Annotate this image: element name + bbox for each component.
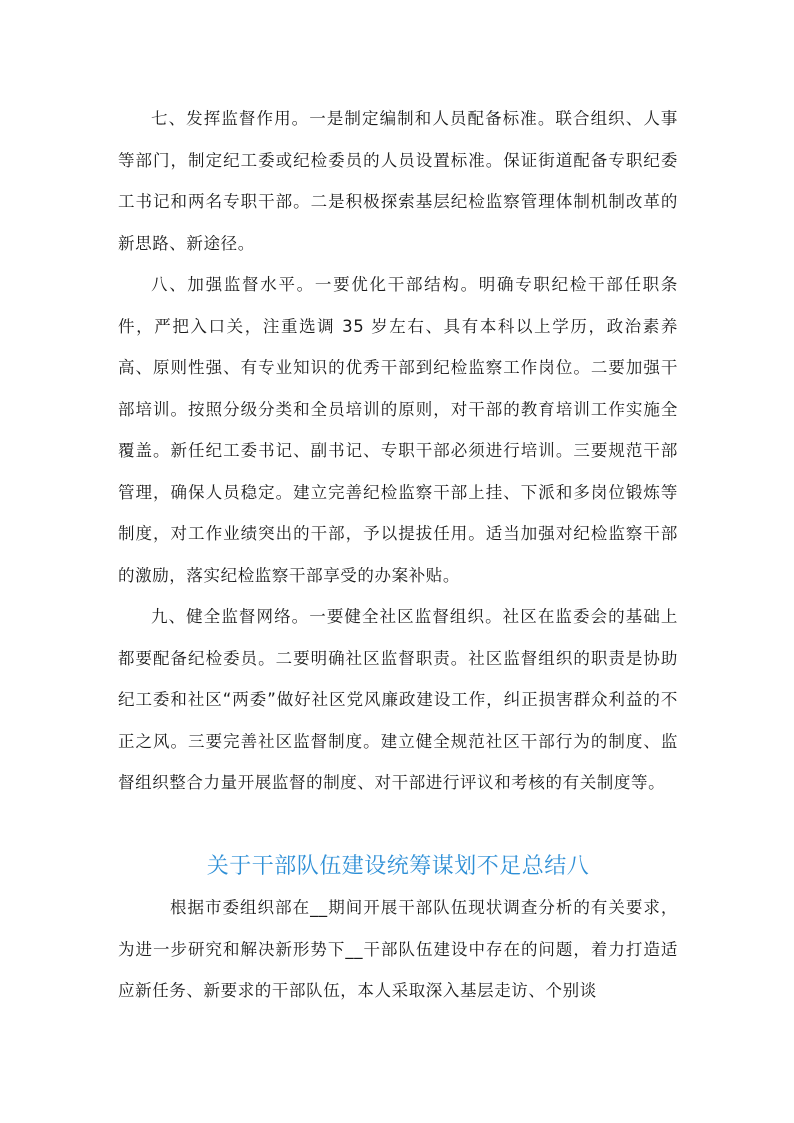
closing-paragraph: 根据市委组织部在__期间开展干部队伍现状调查分析的有关要求，为进一步研究和解决新形势下__干部队伍建设中存在的问题，着力打造适应新任务、新要求的干部队伍，本人采取深入基层走访、个别谈	[118, 898, 678, 1000]
section-title: 关于干部队伍建设统筹谋划不足总结八	[206, 854, 590, 879]
paragraph-nine: 九、健全监督网络。一要健全社区监督组织。社区在监委会的基础上都要配备纪检委员。二要明确社区监督职责。社区监督组织的职责是协助纪工委和社区“两委”做好社区党风廉政建设工作，纠正损害群众利益的不正之风。三要完善社区监督制度。建立健全规范社区干部行为的制度、监督组织整合力量开展监督的制度、对干部进行评议和考核的有关制度等。	[118, 607, 678, 792]
paragraph-eight: 八、加强监督水平。一要优化干部结构。明确专职纪检干部任职条件，严把入口关，注重选调 35 岁左右、具有本科以上学历，政治素养高、原则性强、有专业知识的优秀干部到纪检监察工作岗位。二要加强干部培训。按照分级分类和全员培训的原则，对干部的教育培训工作实施全覆盖。新任纪工委书记、副书记、专职干部必须进行培训。三要规范干部管理，确保人员稳定。建立完善纪检监察干部上挂、下派和多岗位锻炼等制度，对工作业绩突出的干部，予以提拔任用。适当加强对纪检监察干部的激励，落实纪检监察干部享受的办案补贴。	[118, 275, 678, 585]
paragraph-seven: 七、发挥监督作用。一是制定编制和人员配备标准。联合组织、人事等部门，制定纪工委或纪检委员的人员设置标准。保证街道配备专职纪委工书记和两名专职干部。二是积极探索基层纪检监察管理体制机制改革的新思路、新途径。	[118, 109, 678, 253]
